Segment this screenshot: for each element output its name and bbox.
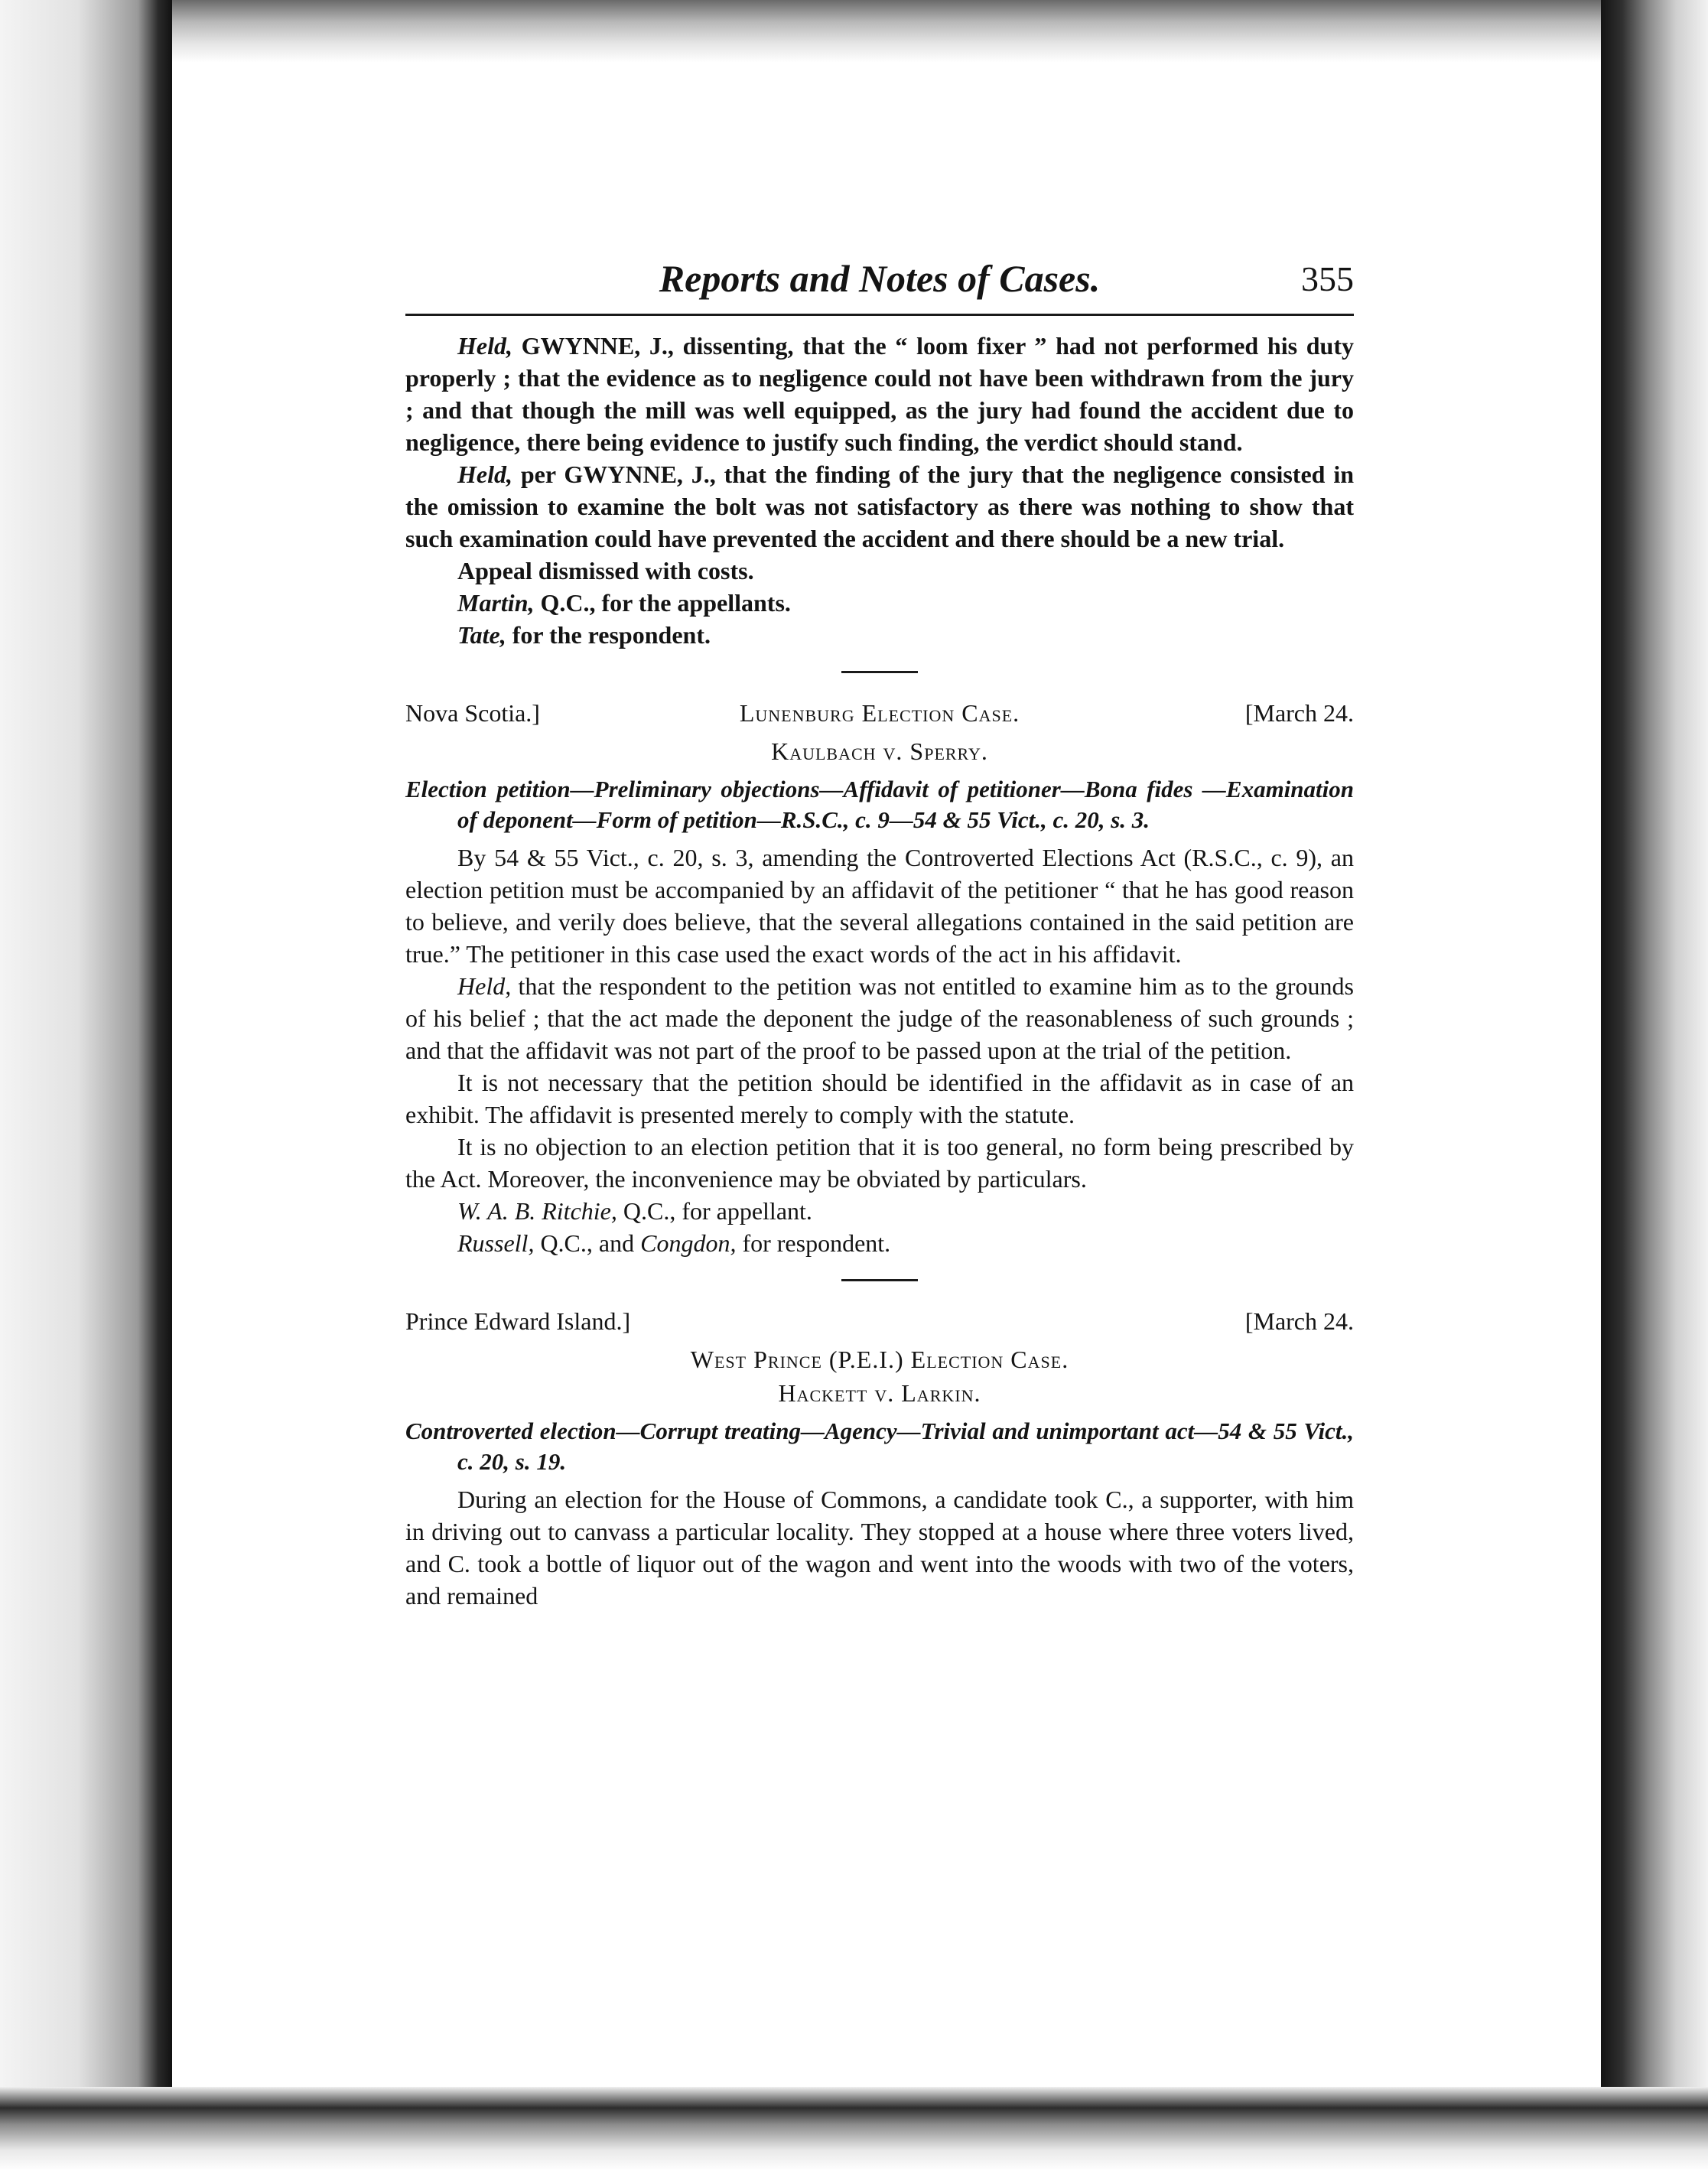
catchwords: Election petition—Preliminary objections—Affidavit of petitioner—Bona fides —Examination of deponent—Form of petition—R.S.C., c. 9—54 & 55 Vict., c. 20, s. 3.	[405, 776, 1354, 833]
held-label: Held,	[457, 332, 512, 360]
counsel-role: for the respondent.	[506, 621, 711, 649]
case-province: Prince Edward Island.]	[405, 1307, 631, 1335]
scan-bottom-edge	[0, 2087, 1708, 2171]
counsel-name: Tate,	[457, 621, 506, 649]
counsel-name: W. A. B. Ritchie,	[457, 1197, 617, 1225]
counsel-role: Q.C., for appellant.	[617, 1197, 812, 1225]
case-parties: Kaulbach v. Sperry.	[771, 737, 988, 765]
case-title: West Prince (P.E.I.) Election Case.	[690, 1346, 1069, 1373]
held-text: GWYNNE, J., dissenting, that the “ loom fixer ” had not performed his duty properly ; that the evidence as to negligence could not have been withdrawn from the jury ; and that though the mill was well equipped, as the jury had found the accident due to negligence, there being evidence to justify such finding, the verdict should stand.	[405, 332, 1354, 456]
section-divider	[841, 671, 918, 673]
scan-left-edge	[0, 0, 172, 2171]
counsel-name: Russell,	[457, 1229, 535, 1257]
held-text: that the respondent to the petition was not entitled to examine him as to the grounds of his belief ; that the act made the deponent the judge of the reasonableness of such grounds ; and that the affidavit was not part of the proof to be passed upon at the trial of the petition.	[405, 972, 1354, 1064]
case-heading	[405, 699, 1354, 734]
counsel-line	[405, 1227, 1354, 1259]
counsel-name: Congdon,	[640, 1229, 737, 1257]
scan-right-edge	[1601, 0, 1708, 2171]
case-title: Lunenburg Election Case.	[739, 699, 1020, 727]
case-province: Nova Scotia.]	[405, 699, 540, 727]
held-paragraph-2	[405, 458, 1354, 555]
body-paragraph: It is not necessary that the petition should be identified in the affidavit as in case of an exhibit. The affidavit is presented merely to comply with the statute.	[405, 1069, 1354, 1128]
held-label: Held,	[457, 461, 512, 488]
catchwords: Controverted election—Corrupt treating—Agency—Trivial and unimportant act—54 & 55 Vict., c. 20, s. 19.	[405, 1417, 1354, 1475]
page-number: 355	[1301, 259, 1354, 298]
body-paragraph: During an election for the House of Commons, a candidate took C., a supporter, with him in driving out to canvass a particular locality. They stopped at a house where three voters lived, and C. took a bottle of liquor out of the wagon and went into the woods with two of the voters, and remained	[405, 1486, 1354, 1610]
running-title: Reports and Notes of Cases.	[659, 257, 1101, 300]
case-heading	[405, 1307, 1354, 1343]
held-paragraph-1	[405, 330, 1354, 458]
page-content	[405, 252, 1354, 1612]
held-paragraph	[405, 970, 1354, 1066]
case-date: [March 24.	[1244, 1307, 1354, 1335]
counsel-name: Martin,	[457, 589, 535, 617]
held-text: per GWYNNE, J., that the finding of the jury that the negligence consisted in the omission to examine the bolt was not satisfactory as there was nothing to show that such examination could have prevented the accident and there should be a new trial.	[405, 461, 1354, 552]
scan-top-edge	[0, 0, 1708, 63]
counsel-role: Q.C., for the appellants.	[534, 589, 791, 617]
section-divider	[841, 1279, 918, 1281]
running-head	[405, 252, 1354, 316]
case-parties: Hackett v. Larkin.	[778, 1379, 981, 1407]
counsel-line	[405, 1195, 1354, 1227]
counsel-role: Q.C., and	[534, 1229, 641, 1257]
body-paragraph: By 54 & 55 Vict., c. 20, s. 3, amending the Controverted Elections Act (R.S.C., c. 9), an election petition must be accompanied by an affidavit of the petitioner “ that he has good reason to believe, and verily does believe, that the several allegations contained in the said petition are true.” The petitioner in this case used the exact words of the act in his affidavit.	[405, 844, 1354, 968]
case-date: [March 24.	[1244, 699, 1354, 727]
counsel-role: for respondent.	[736, 1229, 891, 1257]
body-paragraph: It is no objection to an election petition that it is too general, no form being prescribed by the Act. Moreover, the inconvenience may be obviated by particulars.	[405, 1133, 1354, 1193]
disposition: Appeal dismissed with costs.	[457, 557, 754, 584]
counsel-line	[405, 619, 1354, 651]
held-label: Held,	[457, 972, 512, 1000]
counsel-line	[405, 587, 1354, 619]
